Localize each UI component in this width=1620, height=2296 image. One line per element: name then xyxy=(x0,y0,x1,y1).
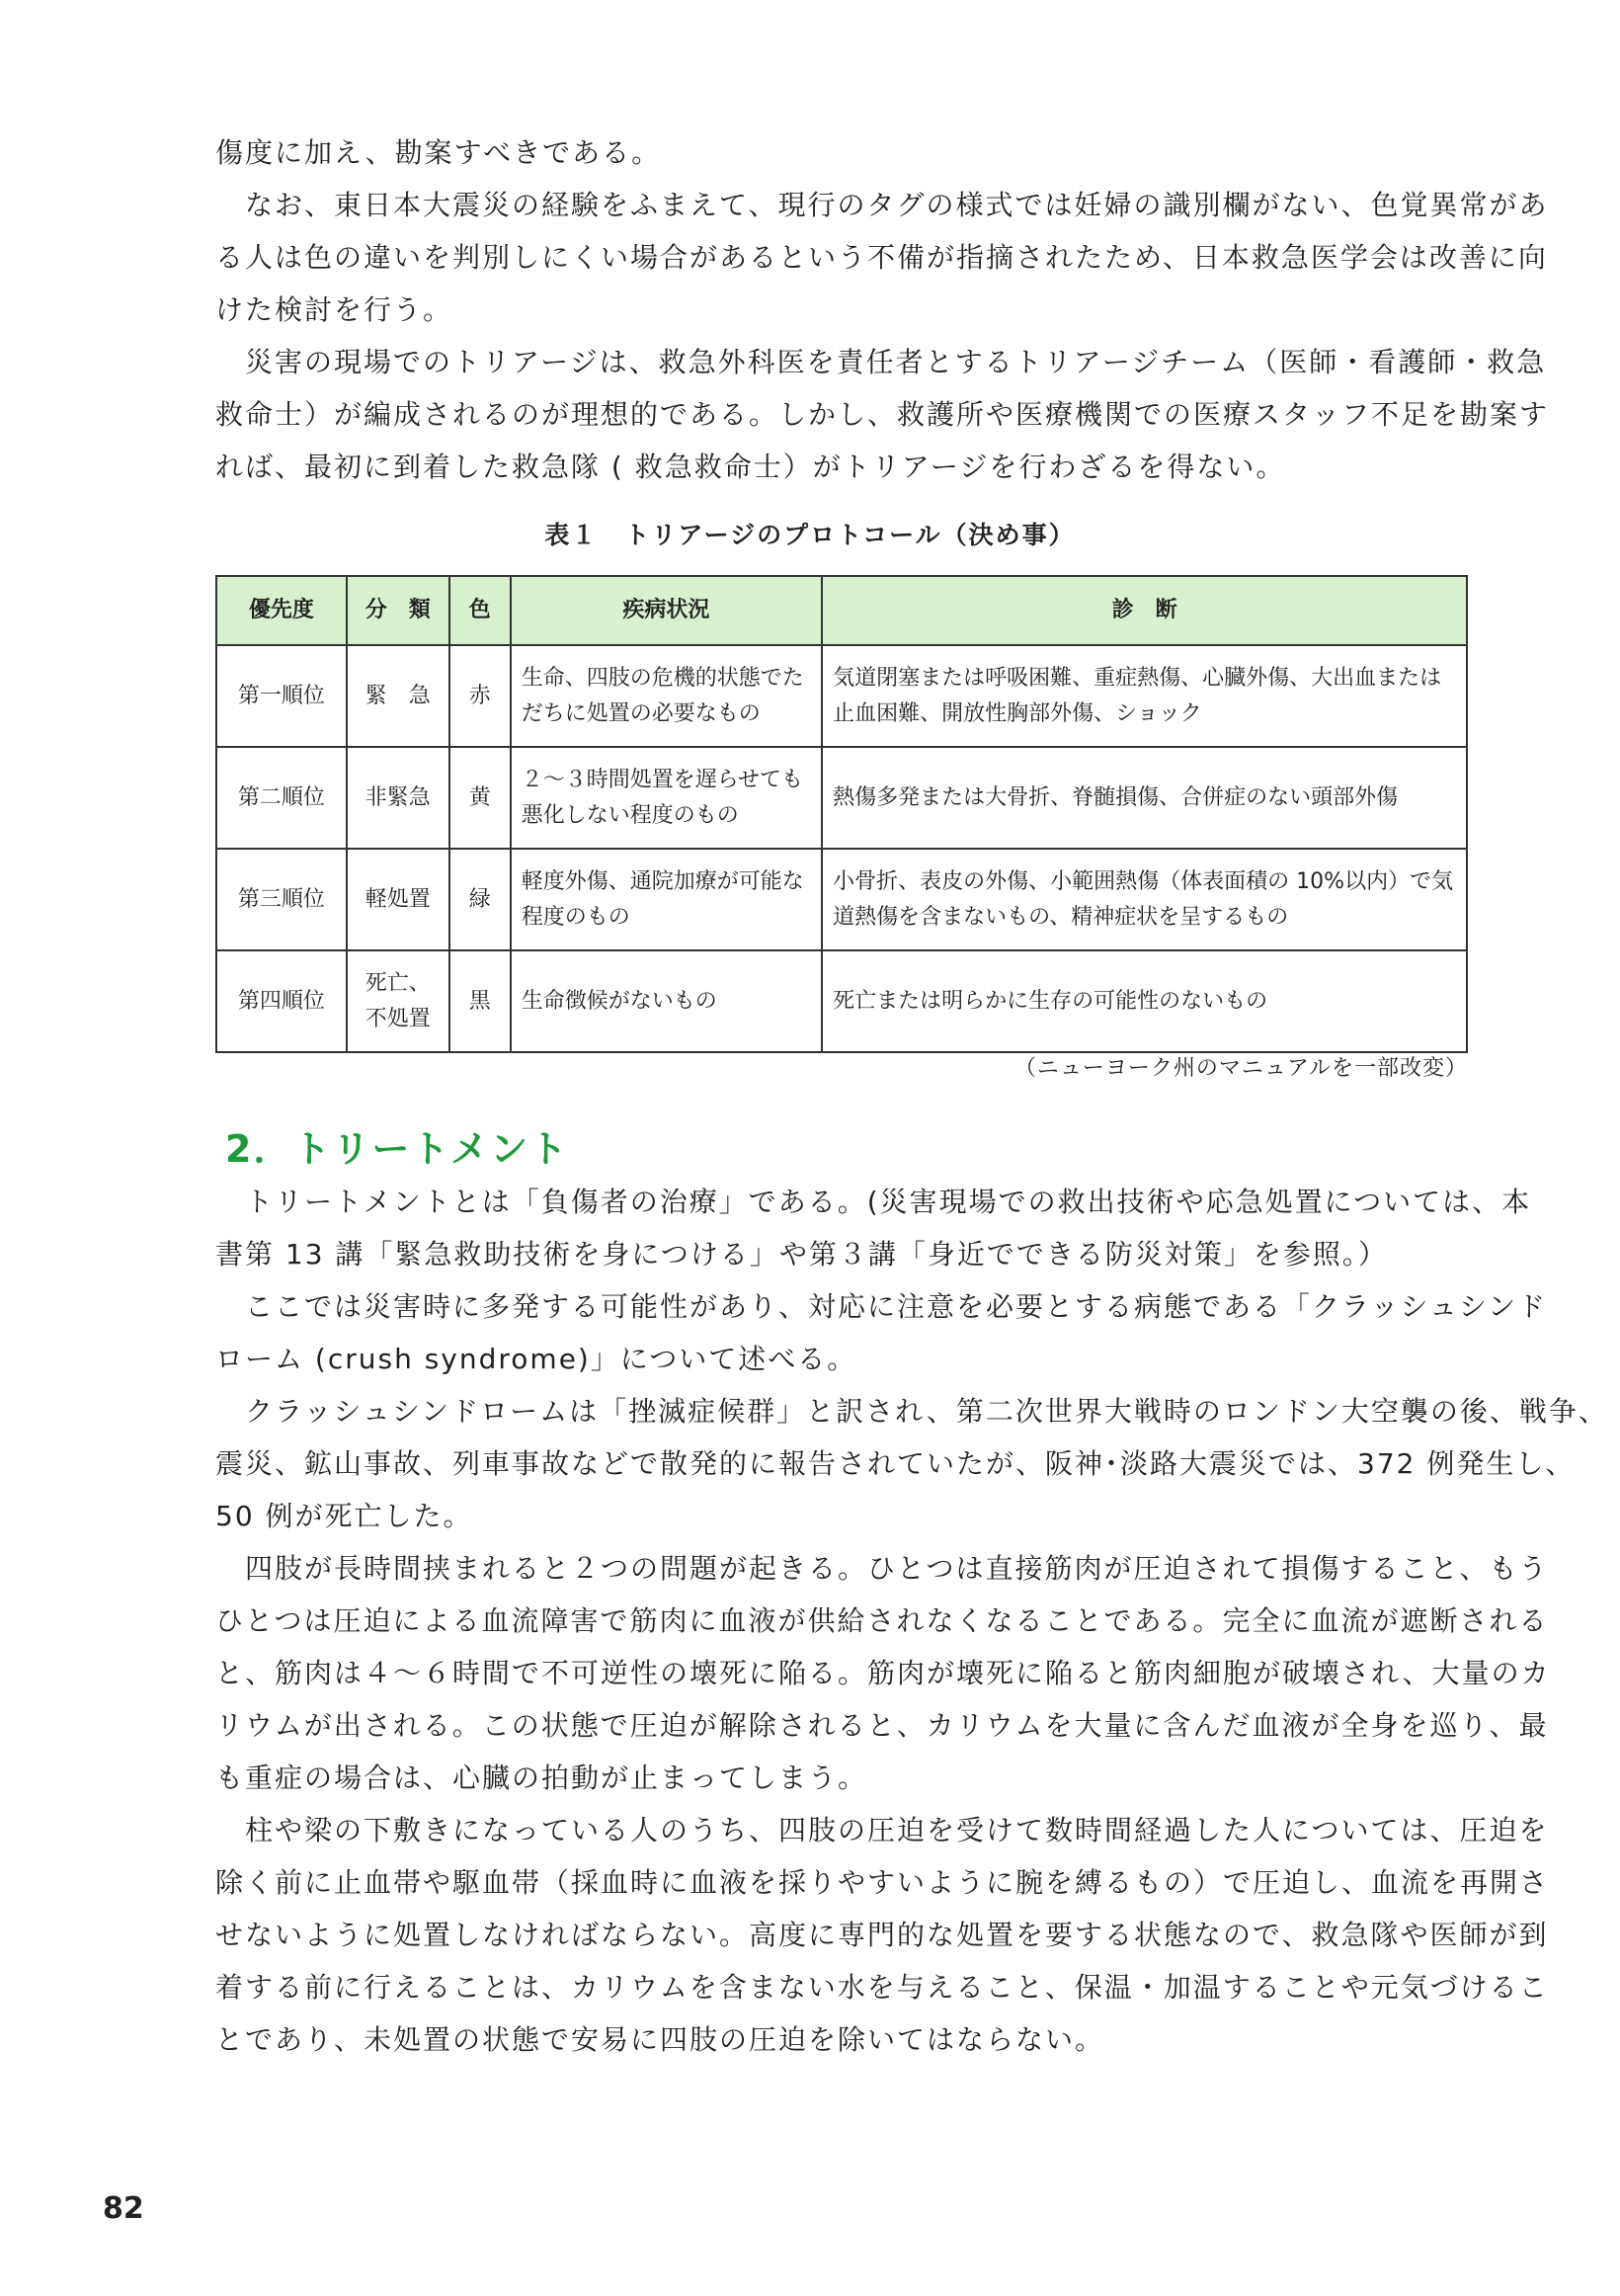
header-priority: 優先度 xyxy=(216,576,347,645)
category-cell: 緊 急 xyxy=(347,645,449,747)
category-cell: 軽処置 xyxy=(347,849,449,950)
triage-protocol-table xyxy=(215,575,1468,1053)
text-line: 震災、鉱山事故、列車事故などで散発的に報告されていたが、阪神･淡路大震災では、372 例発生し、 xyxy=(215,1447,1576,1480)
condition-cell: 生命徴候がないもの xyxy=(511,950,822,1052)
condition-cell: ２～３時間処置を遅らせても悪化しない程度のもの xyxy=(511,747,822,849)
table-header-row xyxy=(216,576,1467,645)
condition-cell: 生命、四肢の危機的状態でただちに処置の必要なもの xyxy=(511,645,822,747)
header-diagnosis: 診 断 xyxy=(822,576,1467,645)
text-line: 救命士）が編成されるのが理想的である。しかし、救護所や医療機関での医療スタッフ不足を勘案す xyxy=(215,398,1550,431)
condition-cell: 軽度外傷、通院加療が可能な程度のもの xyxy=(511,849,822,950)
section-heading: 2．トリートメント xyxy=(225,1127,570,1171)
table-source-note: （ニューヨーク州のマニュアルを一部改変） xyxy=(1013,1056,1468,1081)
category-cell: 死亡、不処置 xyxy=(347,950,449,1052)
text-line: 傷度に加え、勘案すべきである。 xyxy=(215,136,662,169)
text-line: 着する前に行えることは、カリウムを含まない水を与えること、保温・加温することや元気づけるこ xyxy=(215,1971,1549,2004)
diagnosis-cell: 小骨折、表皮の外傷、小範囲熱傷（体表面積の 10%以内）で気道熱傷を含まないもの、精神症状を呈するもの xyxy=(822,849,1467,950)
text-line: とであり、未処置の状態で安易に四肢の圧迫を除いてはならない。 xyxy=(215,2023,1105,2056)
page-number: 82 xyxy=(103,2191,144,2226)
text-line: クラッシュシンドロームは「挫滅症候群」と訳され、第二次世界大戦時のロンドン大空襲の後、戦争、 xyxy=(245,1395,1608,1428)
text-line: 柱や梁の下敷きになっている人のうち、四肢の圧迫を受けて数時間経過した人については、圧迫を xyxy=(245,1814,1549,1846)
header-color: 色 xyxy=(449,576,511,645)
intro-paragraph-1 xyxy=(215,126,1468,179)
table-caption: 表１ トリアージのプロトコール（決め事） xyxy=(544,521,1076,549)
section-paragraph-4 xyxy=(215,1542,1551,1804)
color-cell: 黄 xyxy=(449,747,511,849)
text-line: ここでは災害時に多発する可能性があり、対応に注意を必要とする病態である「クラッシュシンド xyxy=(245,1290,1548,1323)
table-row xyxy=(216,747,1467,849)
header-category: 分 類 xyxy=(347,576,449,645)
text-line: 災害の現場でのトリアージは、救急外科医を責任者とするトリアージチーム（医師・看護師・救急 xyxy=(245,346,1547,378)
text-line: せないように処置しなければならない。高度に専門的な処置を要する状態なので、救急隊や医師が到 xyxy=(215,1919,1549,1951)
table-row xyxy=(216,645,1467,747)
text-line: ローム (crush syndrome)」について述べる。 xyxy=(215,1343,857,1375)
text-line: 四肢が長時間挟まれると２つの問題が起きる。ひとつは直接筋肉が圧迫されて損傷すること、もう xyxy=(245,1552,1549,1585)
text-line: リウムが出される。この状態で圧迫が解除されると、カリウムを大量に含んだ血液が全身を巡り、最 xyxy=(215,1709,1549,1742)
text-line: トリートメントとは「負傷者の治療」である。(災害現場での救出技術や応急処置については、本 xyxy=(245,1186,1532,1218)
text-line: れば、最初に到着した救急隊 ( 救急救命士）がトリアージを行わざるを得ない。 xyxy=(215,451,1286,483)
priority-cell: 第一順位 xyxy=(216,645,347,747)
text-line: 50 例が死亡した。 xyxy=(215,1500,473,1532)
color-cell: 黒 xyxy=(449,950,511,1052)
diagnosis-cell: 気道閉塞または呼吸困難、重症熱傷、心臓外傷、大出血または止血困難、開放性胸部外傷、ショック xyxy=(822,645,1467,747)
section-paragraph-2 xyxy=(215,1280,1548,1385)
text-line: なお、東日本大震災の経験をふまえて、現行のタグの様式では妊婦の識別欄がない、色覚異常があ xyxy=(245,189,1549,221)
header-condition: 疾病状況 xyxy=(511,576,822,645)
section-paragraph-3 xyxy=(215,1385,1608,1542)
color-cell: 緑 xyxy=(449,849,511,950)
table-row xyxy=(216,849,1467,950)
text-line: も重症の場合は、心臓の拍動が止まってしまう。 xyxy=(215,1762,868,1794)
color-cell: 赤 xyxy=(449,645,511,747)
table-row xyxy=(216,950,1467,1052)
priority-cell: 第二順位 xyxy=(216,747,347,849)
section-paragraph-1 xyxy=(215,1176,1532,1280)
text-line: と、筋肉は４～６時間で不可逆性の壊死に陥る。筋肉が壊死に陥ると筋肉細胞が破壊され、大量のカ xyxy=(215,1657,1551,1689)
text-line: けた検討を行う。 xyxy=(215,293,453,326)
text-line: ひとつは圧迫による血流障害で筋肉に血液が供給されなくなることである。完全に血流が遮断される xyxy=(215,1604,1549,1637)
intro-paragraph-3 xyxy=(215,336,1550,493)
priority-cell: 第三順位 xyxy=(216,849,347,950)
priority-cell: 第四順位 xyxy=(216,950,347,1052)
intro-paragraph-2 xyxy=(215,179,1549,336)
text-line: 除く前に止血帯や駆血帯（採血時に血液を採りやすいように腕を縛るもの）で圧迫し、血流を再開さ xyxy=(215,1866,1550,1899)
text-line: 書第 13 講「緊急救助技術を身につける」や第３講「身近でできる防災対策」を参照。） xyxy=(215,1238,1388,1271)
diagnosis-cell: 熱傷多発または大骨折、脊髄損傷、合併症のない頭部外傷 xyxy=(822,747,1467,849)
diagnosis-cell: 死亡または明らかに生存の可能性のないもの xyxy=(822,950,1467,1052)
category-cell: 非緊急 xyxy=(347,747,449,849)
text-line: る人は色の違いを判別しにくい場合があるという不備が指摘されたため、日本救急医学会は改善に向 xyxy=(215,241,1548,274)
section-paragraph-5 xyxy=(215,1804,1550,2066)
